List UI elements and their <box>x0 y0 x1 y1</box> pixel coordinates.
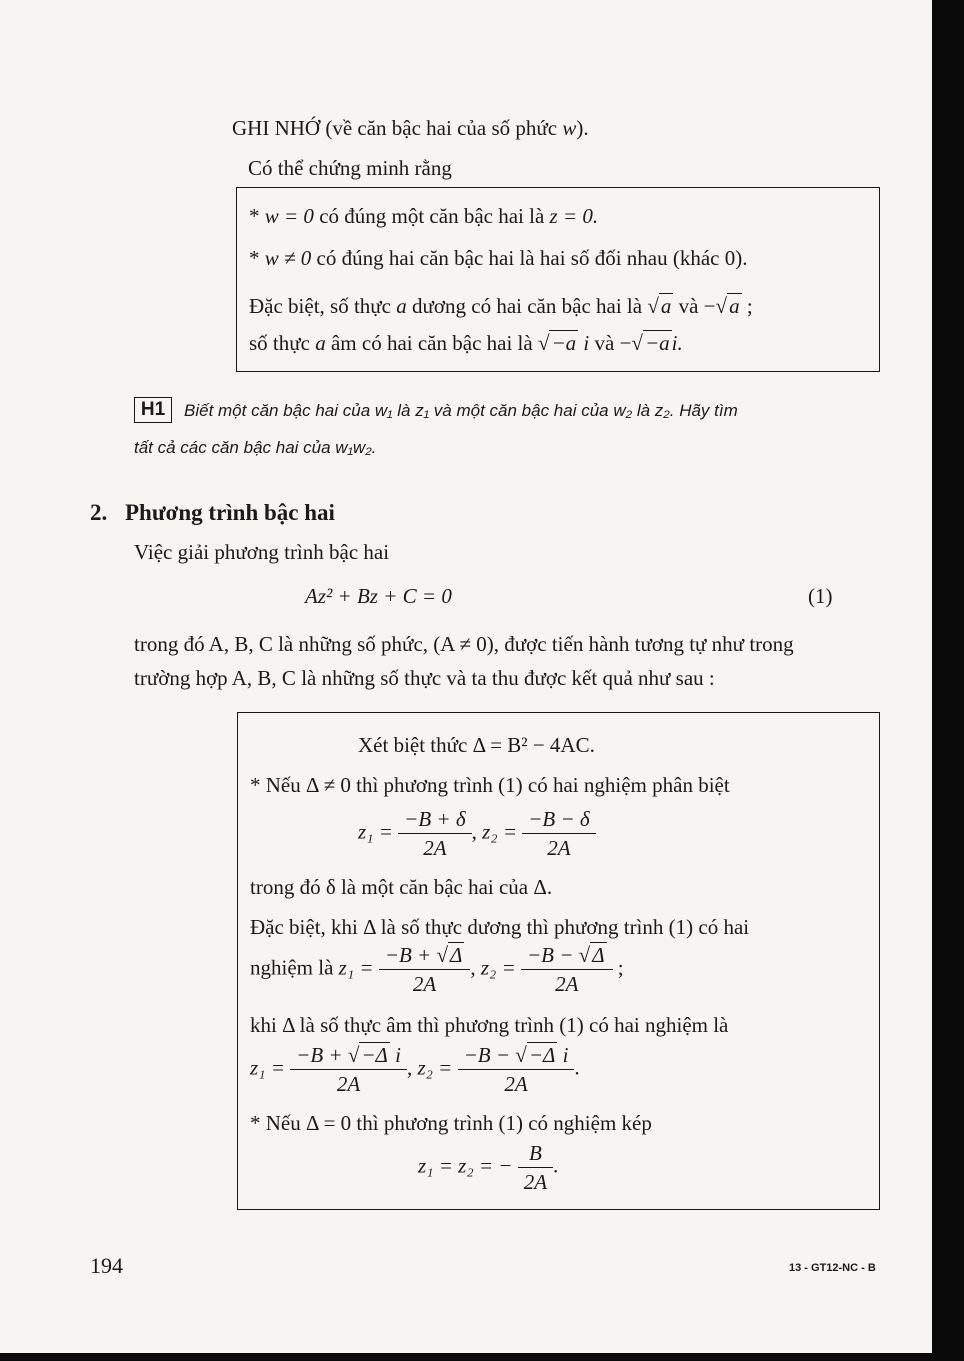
sqrt-delta: √Δ <box>578 943 605 967</box>
z1-numerator: −B + δ <box>404 807 466 831</box>
neg-z1-fraction <box>290 1043 407 1096</box>
note-line-4-c: và − <box>589 331 632 355</box>
z1-denominator: 2A <box>398 833 471 860</box>
neg-z1-denominator: 2A <box>290 1069 407 1096</box>
math-z-zero: z = 0. <box>549 204 599 228</box>
note-line-4-b: âm có hai căn bậc hai là <box>325 331 538 355</box>
pos-z2-denominator: 2A <box>521 969 613 996</box>
note-line-1 <box>249 204 598 228</box>
pos-z1-numerator <box>379 943 471 969</box>
note-line-3-a: Đặc biệt, số thực <box>249 294 397 318</box>
pos-z2-numerator <box>521 943 613 969</box>
z1-lhs: z₁ = <box>250 1055 285 1080</box>
z2-lhs: z₂ = <box>417 1055 453 1080</box>
neg-z2-fraction <box>458 1043 575 1096</box>
z2-fraction <box>522 807 595 860</box>
double-root-fraction <box>518 1141 553 1194</box>
comma: , <box>406 1055 413 1080</box>
double-root <box>418 1141 558 1194</box>
section-intro: Việc giải phương trình bậc hai <box>134 540 390 564</box>
roots-label: nghiệm là <box>250 955 334 980</box>
sqrt-minus-a: √−a <box>537 331 577 355</box>
note-title <box>232 116 589 140</box>
section-para-line-2: trường hợp A, B, C là những số thực và ta thu được kết quả như sau : <box>134 666 715 690</box>
z1-lhs: z₁ = <box>358 819 393 844</box>
pos-z2-fraction <box>521 943 613 996</box>
z1-lhs: z₁ = <box>338 955 374 980</box>
note-line-3-d: ; <box>741 294 753 318</box>
numerator-pre: −B + <box>296 1043 348 1067</box>
sqrt-radicand: Δ <box>592 943 605 967</box>
sqrt-minus-a-neg: √−a <box>631 331 670 355</box>
bullet: * <box>249 204 265 228</box>
z2-numerator: −B − δ <box>528 807 590 831</box>
z2-denominator: 2A <box>522 833 595 860</box>
z1-fraction <box>398 807 471 860</box>
h1-line-2: tất cả các căn bậc hai của w₁w₂. <box>134 438 377 457</box>
sqrt-radicand: −a <box>551 331 577 355</box>
delta-note: trong đó δ là một căn bậc hai của Δ. <box>250 875 553 899</box>
sqrt-minus-delta: √−Δ <box>347 1043 388 1067</box>
section-para-line-1: trong đó A, B, C là những số phức, (A ≠ 0), được tiến hành tương tự như trong <box>134 632 794 656</box>
note-title-text: GHI NHỚ (về căn bậc hai của số phức <box>232 116 558 140</box>
comma: , <box>470 955 476 980</box>
note-line-3-c: và − <box>673 294 716 318</box>
roots-negative <box>250 1043 580 1096</box>
numerator-pre: −B + <box>384 943 437 967</box>
var-a: a <box>396 294 407 318</box>
imag-unit: i <box>578 331 590 355</box>
note-line-1-text: có đúng một căn bậc hai là <box>313 204 550 228</box>
bullet: * <box>249 246 265 270</box>
quadratic-equation: Az² + Bz + C = 0 <box>305 584 452 608</box>
double-root-numerator: B <box>528 1141 542 1165</box>
h1-line-1: Biết một căn bậc hai của w₁ là z₁ và một căn bậc hai của w₂ là z₂. Hãy tìm <box>184 401 738 420</box>
note-line-4-a: số thực <box>249 331 316 355</box>
double-root-denominator: 2A <box>518 1167 553 1194</box>
scan-edge-right <box>932 0 964 1361</box>
note-title-end: ). <box>576 116 589 140</box>
section-title: Phương trình bậc hai <box>125 500 335 525</box>
double-root-lhs: z₁ = z₂ = − <box>418 1153 513 1178</box>
sqrt-radicand: −Δ <box>528 1043 556 1067</box>
sqrt-radicand: a <box>729 294 740 318</box>
book-code: 13 - GT12-NC - B <box>789 1262 876 1274</box>
sqrt-minus-delta: √−Δ <box>515 1043 556 1067</box>
sqrt-radicand: Δ <box>450 943 463 967</box>
sqrt-radicand: −a <box>644 331 670 355</box>
note-title-var: w <box>562 116 577 140</box>
note-line-3-b: dương có hai căn bậc hai là <box>406 294 648 318</box>
imag-unit-end: i. <box>671 331 683 355</box>
sqrt-delta: √Δ <box>436 943 463 967</box>
sqrt-radicand: a <box>660 294 672 318</box>
neg-z2-denominator: 2A <box>458 1069 575 1096</box>
case-nonzero: * Nếu Δ ≠ 0 thì phương trình (1) có hai nghiệm phân biệt <box>250 773 730 797</box>
note-box <box>236 187 880 372</box>
numerator-pre: −B − <box>463 1043 516 1067</box>
case-zero: * Nếu Δ = 0 thì phương trình (1) có nghiệm kép <box>250 1111 652 1135</box>
period: . <box>553 1153 559 1178</box>
z2-lhs: z₂ = <box>482 819 517 844</box>
note-line-3 <box>249 294 753 318</box>
pos-z1-fraction <box>379 943 471 996</box>
roots-general <box>358 807 596 860</box>
neg-z1-numerator <box>290 1043 407 1069</box>
equation-label: (1) <box>808 584 833 608</box>
neg-z2-numerator <box>458 1043 575 1069</box>
special-negative-line: khi Δ là số thực âm thì phương trình (1) có hai nghiệm là <box>250 1013 729 1037</box>
math-w-zero: w = 0 <box>264 204 314 228</box>
pos-z1-denominator: 2A <box>379 969 471 996</box>
math-w-nonzero: w ≠ 0 <box>264 246 312 270</box>
sqrt-a-neg: √a <box>715 294 740 318</box>
z2-lhs: z₂ = <box>480 955 516 980</box>
discriminant-line: Xét biệt thức Δ = B² − 4AC. <box>358 733 595 757</box>
var-a: a <box>315 331 326 355</box>
note-line-2 <box>249 246 747 270</box>
section-number: 2. <box>90 500 108 525</box>
note-line-2-text: có đúng hai căn bậc hai là hai số đối nhau (khác 0). <box>311 246 748 270</box>
page-number: 194 <box>90 1253 123 1278</box>
scan-edge-bottom <box>0 1353 964 1361</box>
sqrt-a: √a <box>647 294 672 318</box>
note-intro: Có thể chứng minh rằng <box>248 156 452 180</box>
period: . <box>574 1055 580 1080</box>
imag-unit: i <box>557 1043 569 1067</box>
numerator-pre: −B − <box>527 943 579 967</box>
h1-badge: H1 <box>134 397 172 423</box>
semicolon: ; <box>617 955 624 980</box>
special-positive-line: Đặc biệt, khi Δ là số thực dương thì phương trình (1) có hai <box>250 915 750 939</box>
sqrt-radicand: −Δ <box>361 1043 388 1067</box>
section-heading <box>90 500 335 526</box>
result-box <box>237 712 880 1210</box>
comma: , <box>471 819 477 844</box>
roots-positive <box>250 943 624 996</box>
imag-unit: i <box>389 1043 401 1067</box>
note-line-4 <box>249 331 683 355</box>
